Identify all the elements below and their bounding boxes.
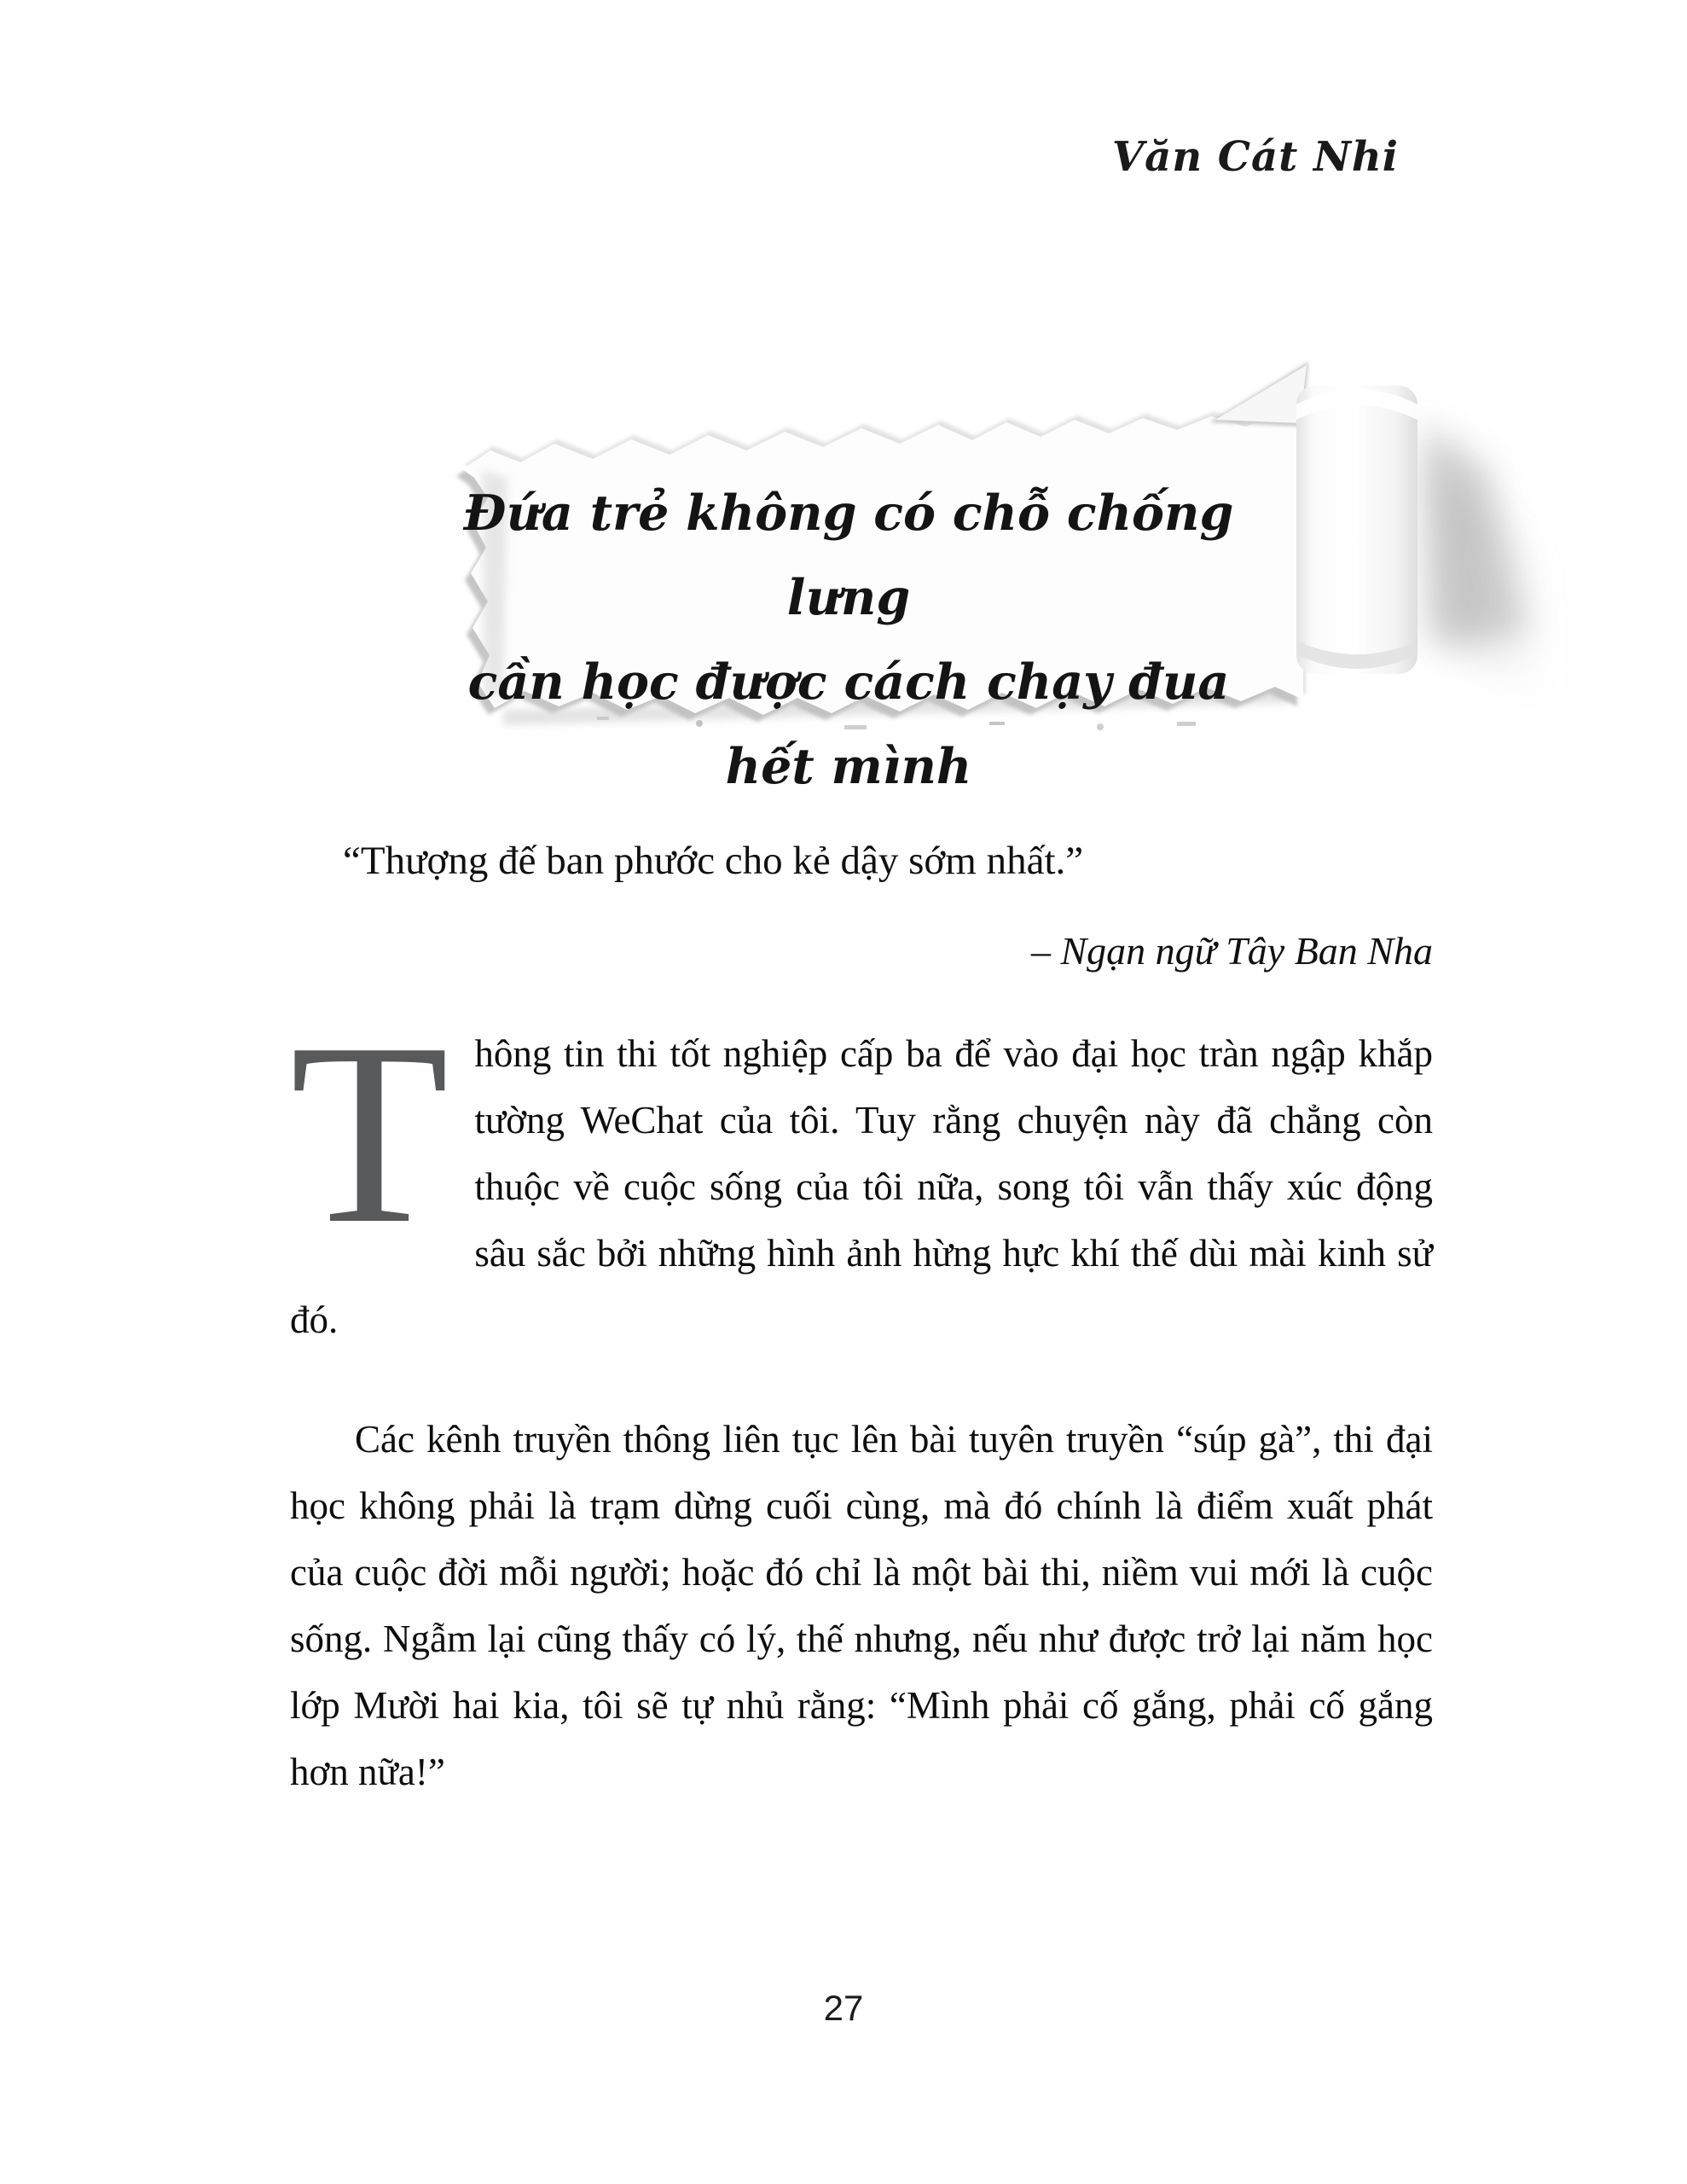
chapter-title-line2: cần học được cách chạy đua hết mình: [467, 653, 1230, 795]
chapter-title-banner: [443, 341, 1569, 795]
epigraph-quote: “Thượng đế ban phước cho kẻ dậy sớm nhất.”: [343, 839, 1084, 883]
chapter-title-line1: Đứa trẻ không có chỗ chống lưng: [463, 485, 1234, 626]
dropcap-letter: T: [290, 989, 449, 1277]
page-number: 27: [823, 1988, 864, 2028]
running-header-author: Văn Cát Nhi: [1111, 133, 1399, 181]
paragraph-1-text: hông tin thi tốt nghiệp cấp ba để vào đại học tràn ngập khắp tường WeChat của tôi. Tuy rằng chuyện này đã chẳng còn thuộc về cuộc sống của tôi nữa, song tôi vẫn thấy xúc động sâu sắc bởi những hình ảnh hừng hực khí thế dùi mài kinh sử đó.: [290, 1032, 1433, 1341]
paragraph-2: Các kênh truyền thông liên tục lên bài tuyên truyền “súp gà”, thi đại học không phải là trạm dừng cuối cùng, mà đó chính là điểm xuất phát của cuộc đời mỗi người; hoặc đó chỉ là một bài thi, niềm vui mới là cuộc sống. Ngẫm lại cũng thấy có lý, thế nhưng, nếu như được trở lại năm học lớp Mười hai kia, tôi sẽ tự nhủ rằng: “Mình phải cố gắng, phải cố gắng hơn nữa!”: [290, 1418, 1433, 1793]
chapter-title: [443, 471, 1254, 809]
epigraph-attribution: – Ngạn ngữ Tây Ban Nha: [1030, 929, 1433, 973]
paragraph-1: [290, 989, 1433, 1353]
